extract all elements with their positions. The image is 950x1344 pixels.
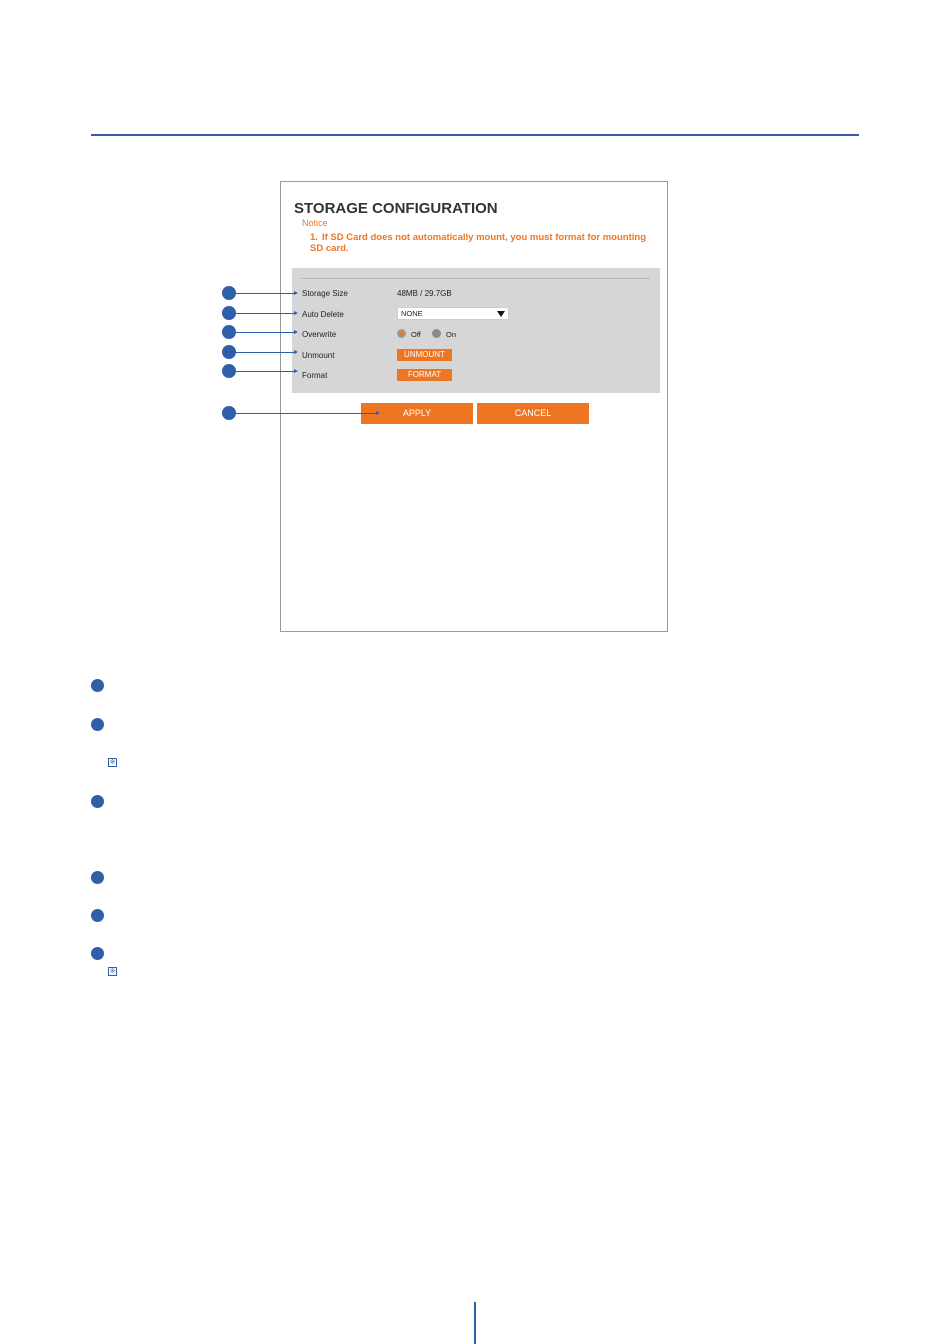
- callout-line-4: [236, 352, 294, 353]
- format-label: Format: [302, 371, 328, 380]
- format-button[interactable]: FORMAT: [397, 369, 452, 381]
- storage-size-label: Storage Size: [302, 289, 348, 298]
- auto-delete-selected-value: NONE: [401, 309, 423, 318]
- callout-4-icon: [222, 345, 236, 359]
- bullet-3-icon: [91, 795, 104, 808]
- callout-3-icon: [222, 325, 236, 339]
- callout-line-2: [236, 313, 294, 314]
- apply-button[interactable]: APPLY: [361, 403, 473, 424]
- callout-1-icon: [222, 286, 236, 300]
- callout-5-icon: [222, 364, 236, 378]
- overwrite-label: Overwrite: [302, 330, 337, 339]
- page-divider: [474, 1302, 476, 1344]
- cancel-button[interactable]: CANCEL: [477, 403, 589, 424]
- notice-number: 1.: [310, 232, 318, 243]
- dropdown-arrow-icon: [497, 311, 505, 317]
- callout-2-icon: [222, 306, 236, 320]
- callout-line-3: [236, 332, 294, 333]
- callout-arrow-1: [294, 291, 298, 295]
- auto-delete-label: Auto Delete: [302, 310, 344, 319]
- callout-arrow-4: [294, 350, 298, 354]
- overwrite-on-radio[interactable]: [432, 329, 441, 338]
- callout-line-5: [236, 371, 294, 372]
- notice-label: Notice: [302, 218, 328, 228]
- auto-delete-select[interactable]: [397, 307, 509, 320]
- callout-arrow-3: [294, 330, 298, 334]
- top-rule: [91, 134, 859, 136]
- storage-size-value: 48MB / 29.7GB: [397, 289, 452, 298]
- notice-message: If SD Card does not automatically mount, you must format for mounting SD card.: [310, 232, 647, 254]
- settings-box: [292, 268, 660, 393]
- overwrite-on-label: On: [446, 330, 457, 339]
- unmount-label: Unmount: [302, 351, 335, 360]
- settings-divider: [301, 278, 650, 279]
- bullet-2-icon: [91, 718, 104, 731]
- callout-line-6: [236, 413, 376, 414]
- callout-6-icon: [222, 406, 236, 420]
- bullet-6-icon: [91, 947, 104, 960]
- bullet-5-icon: [91, 909, 104, 922]
- bullet-4-icon: [91, 871, 104, 884]
- notice-text: [310, 232, 655, 254]
- callout-arrow-5: [294, 369, 298, 373]
- storage-configuration-panel: [280, 181, 668, 632]
- overwrite-off-label: Off: [411, 330, 421, 339]
- page-title: STORAGE CONFIGURATION: [294, 200, 498, 217]
- note-mark-icon: ※: [109, 758, 116, 766]
- bullet-1-icon: [91, 679, 104, 692]
- callout-line-1: [236, 293, 294, 294]
- unmount-button[interactable]: UNMOUNT: [397, 349, 452, 361]
- callout-arrow-2: [294, 311, 298, 315]
- callout-arrow-6: [376, 411, 380, 415]
- overwrite-off-radio[interactable]: [397, 329, 406, 338]
- note-mark-icon: ※: [109, 967, 116, 975]
